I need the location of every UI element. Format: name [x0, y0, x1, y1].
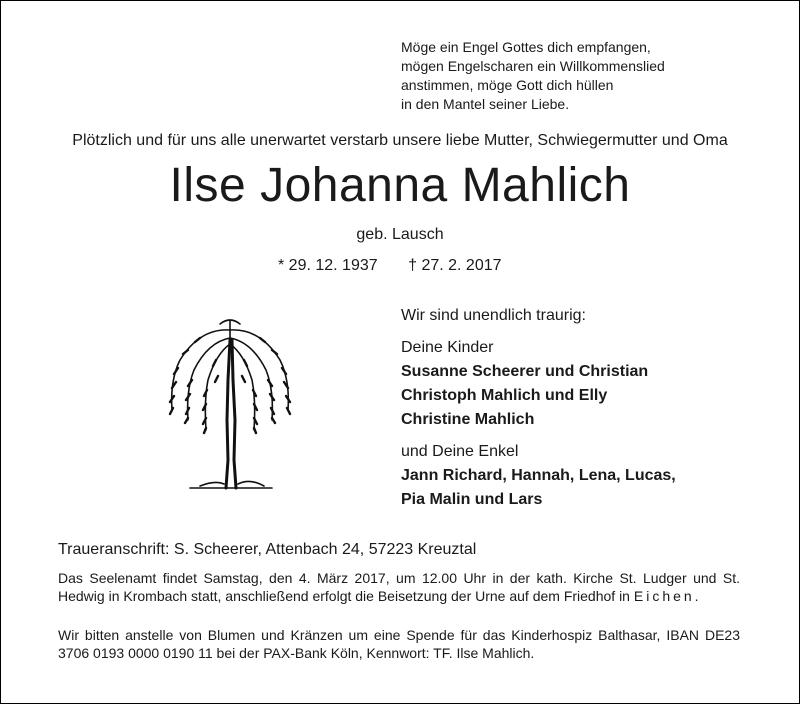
- child-name: Susanne Scheerer und Christian: [401, 363, 649, 380]
- spacer: [401, 328, 676, 336]
- death-date: † 27. 2. 2017: [408, 257, 502, 274]
- child-name: Christoph Mahlich und Elly: [401, 387, 608, 404]
- weeping-willow-icon: [160, 310, 300, 490]
- deceased-name: Ilse Johanna Mahlich: [169, 159, 631, 212]
- donation-paragraph: Wir bitten anstelle von Blumen und Kränzen um eine Spende für das Kinderhospiz Balthasar, IBAN DE23 3706 0193 0000 0190 11 bei der PAX-Bank Köln, Kennwort: TF. Ilse Mahlich.: [58, 627, 740, 661]
- grandchild-names: Pia Malin und Lars: [401, 491, 543, 508]
- announcement-text: Plötzlich und für uns alle unerwartet verstarb unsere liebe Mutter, Schwiegermutter und Oma: [72, 132, 728, 149]
- verse-line: in den Mantel seiner Liebe.: [401, 96, 570, 112]
- service-place: Eichen.: [633, 588, 702, 604]
- children-label: Deine Kinder: [401, 339, 494, 356]
- verse-line: anstimmen, möge Gott dich hüllen: [401, 77, 614, 93]
- spacer: [401, 432, 676, 440]
- verse-block: [401, 38, 665, 114]
- service-text: Das Seelenamt findet Samstag, den 4. März 2017, um 12.00 Uhr in der kath. Kirche St. Ludger und St. Hedwig in Krombach statt, anschließend erfolgt die Beisetzung der Urne auf dem Friedhof in: [58, 570, 740, 604]
- verse-line: Möge ein Engel Gottes dich empfangen,: [401, 39, 651, 55]
- birth-date: * 29. 12. 1937: [278, 257, 378, 274]
- verse-line: mögen Engelscharen ein Willkommenslied: [401, 58, 665, 74]
- child-name: Christine Mahlich: [401, 411, 535, 428]
- grandchildren-label: und Deine Enkel: [401, 443, 519, 460]
- birth-name: geb. Lausch: [356, 226, 444, 243]
- mourners-intro: Wir sind unendlich traurig:: [401, 307, 586, 324]
- service-paragraph: [58, 569, 740, 605]
- mourning-address: Traueranschrift: S. Scheerer, Attenbach 24, 57223 Kreuztal: [58, 541, 477, 558]
- life-dates: [278, 256, 502, 276]
- grandchild-names: Jann Richard, Hannah, Lena, Lucas,: [401, 467, 676, 484]
- mourners-block: [401, 304, 676, 512]
